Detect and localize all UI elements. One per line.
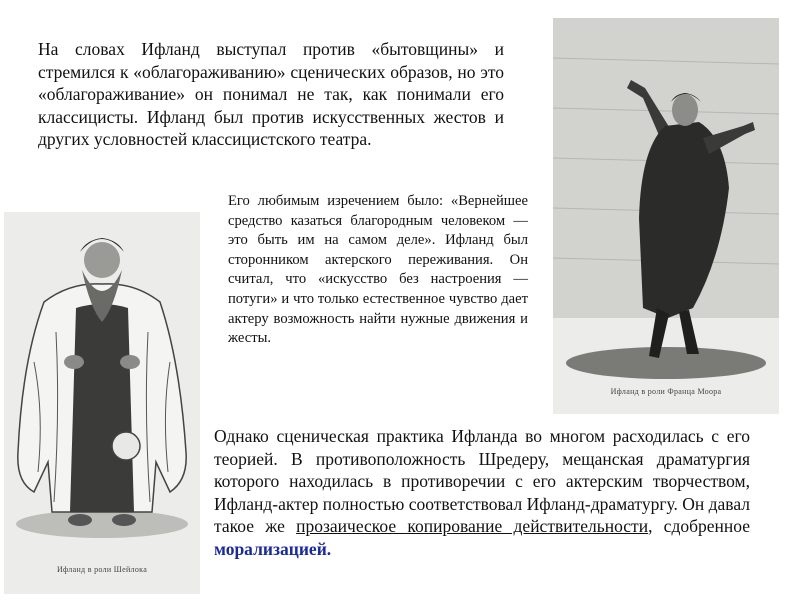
paragraph-bottom-start: Однако сценическая практика Ифланда во многом расходилась с его теорией. В противоположность Шредеру, мещанская драматургия которого находилась в противоречии с его актерским творчеством, Ифланд-актер полностью соответствовал Ифланд-драматургу. Он давал такое же bbox=[214, 426, 750, 536]
paragraph-bottom-middle: , сдобренное bbox=[648, 516, 750, 536]
caption-shylock: Ифланд в роли Шейлока bbox=[56, 565, 148, 574]
engraving-franz-moor bbox=[553, 18, 779, 414]
engraving-shylock bbox=[4, 212, 200, 594]
paragraph-middle: Его любимым изречением было: «Вернейшее средство казаться благородным человеком — это быть им на самом деле». Ифланд был сторонником актерского переживания. Он считал, что «искусство без настроения — потуги» и что только естественное чувство дает актеру возможность найти нужные движения и жесты. bbox=[228, 193, 528, 347]
paragraph-bottom bbox=[214, 425, 750, 560]
paragraph-top: На словах Ифланд выступал против «бытовщины» и стремился к «облагораживанию» сценических образов, но это «облагораживание» он понимал не так, как понимали его классицисты. Ифланд был против искусственных жестов и других условностей классицистского театра. bbox=[38, 39, 504, 149]
caption-franz-moor: Ифланд в роли Франца Моора bbox=[610, 387, 722, 396]
underlined-phrase: прозаическое копирование действительности bbox=[296, 516, 649, 536]
figure-franz-moor-illustration bbox=[553, 18, 779, 414]
highlighted-word: морализацией. bbox=[214, 538, 332, 559]
figure-shylock-illustration bbox=[4, 212, 200, 594]
